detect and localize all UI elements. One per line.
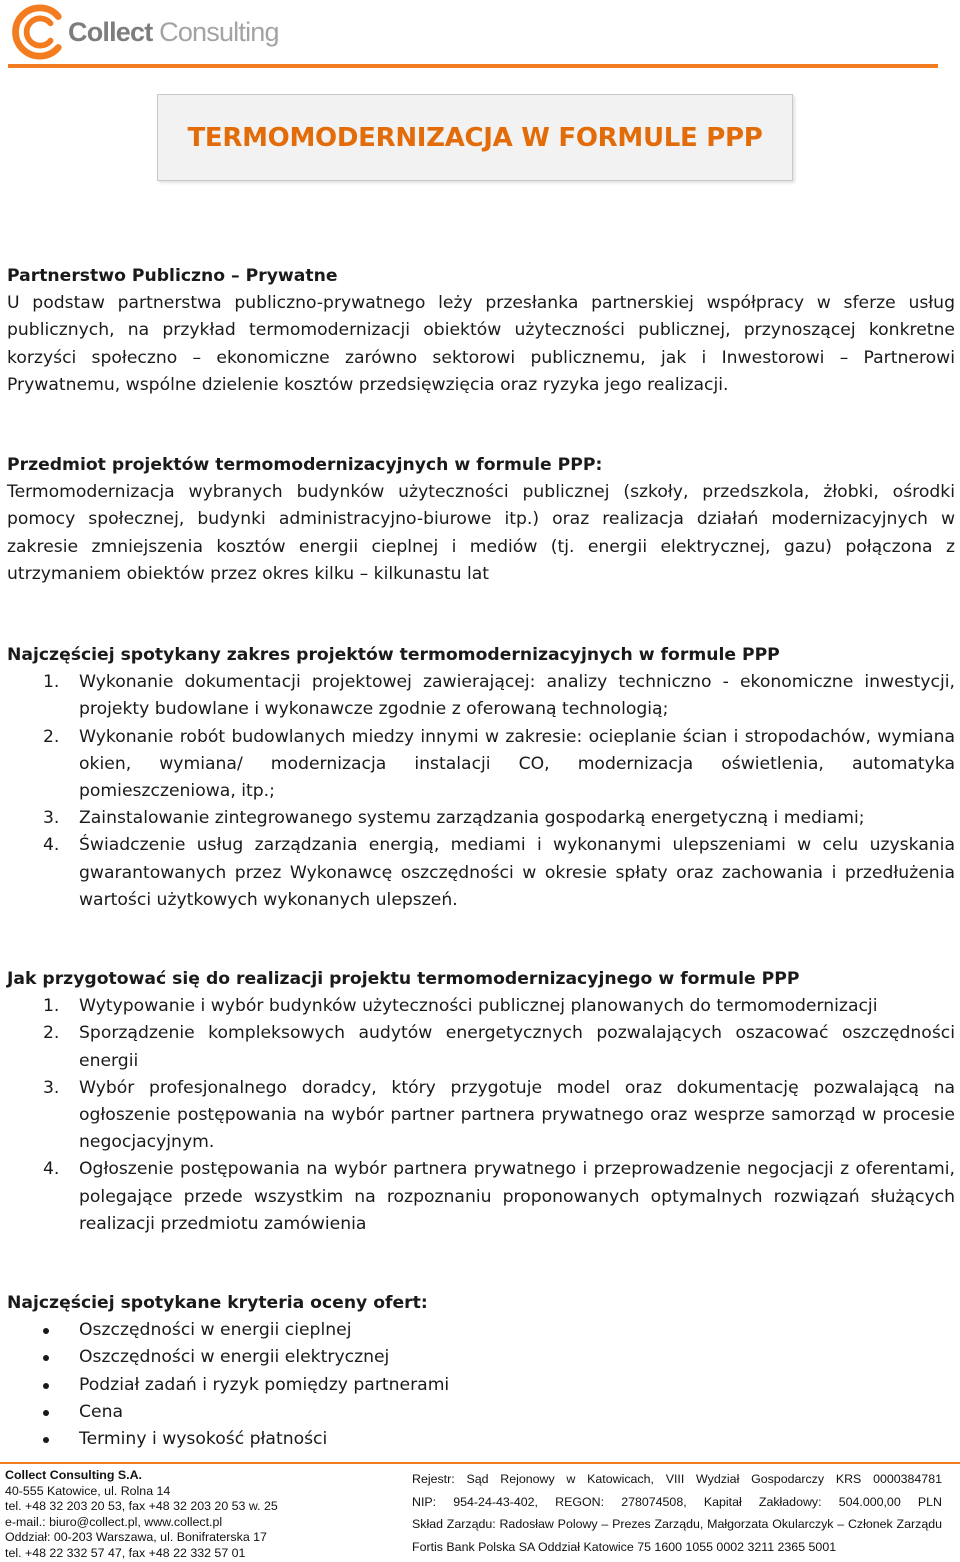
list-text: Wybór profesjonalnego doradcy, który przygotuje model oraz dokumentację pozwalającą na ogłoszenie postępowania na wybór partner partnera prywatnego oraz wesprze samorząd w procesie negocjacyjnym. xyxy=(79,1077,955,1153)
bullet-icon xyxy=(43,1328,49,1334)
footer-registry-court: Rejestr: Sąd Rejonowy w Katowicach, VIII Wydział Gospodarczy KRS 0000384781 xyxy=(412,1472,942,1486)
section-scope xyxy=(7,642,955,914)
list-number: 1. xyxy=(43,672,60,693)
list-item xyxy=(7,724,955,806)
section-criteria xyxy=(7,1290,955,1453)
header-divider xyxy=(8,64,938,68)
bullet-icon xyxy=(43,1355,49,1361)
footer-phone: tel. +48 32 203 20 53, fax +48 32 203 20 53 w. 25 xyxy=(5,1499,278,1514)
list-item xyxy=(7,1426,955,1453)
footer-board: Skład Zarządu: Radosław Polowy – Prezes Zarządu, Małgorzata Okularczyk – Członek Zarządu xyxy=(412,1517,942,1531)
numbered-list xyxy=(7,993,955,1238)
footer-registry-ids: NIP: 954-24-43-402, REGON: 278074508, Kapitał Zakładowy: 504.000,00 PLN xyxy=(412,1494,942,1509)
list-item xyxy=(7,993,955,1020)
bullet-list xyxy=(7,1317,955,1453)
list-item xyxy=(7,1317,955,1344)
list-text: Oszczędności w energii elektrycznej xyxy=(79,1347,390,1368)
section-heading: Jak przygotować się do realizacji projektu termomodernizacyjnego w formule PPP xyxy=(7,969,800,989)
footer-contact xyxy=(5,1468,278,1562)
list-item xyxy=(7,805,955,832)
list-number: 3. xyxy=(43,1077,60,1098)
section-heading: Najczęściej spotykany zakres projektów termomodernizacyjnych w formule PPP xyxy=(7,645,780,665)
list-item xyxy=(7,1075,955,1157)
logo-word-collect: Collect xyxy=(68,16,153,47)
page-title: TERMOMODERNIZACJA W FORMULE PPP xyxy=(187,122,763,153)
footer-divider xyxy=(0,1462,960,1464)
logo-word-consulting: Consulting xyxy=(159,16,279,47)
list-text: Zainstalowanie zintegrowanego systemu zarządzania gospodarką energetyczną i mediami; xyxy=(79,808,865,829)
list-text: Ogłoszenie postępowania na wybór partnera prywatnego i przeprowadzenie negocjacji z oferentami, polegające przede wszystkim na rozpoznaniu proponowanych optymalnych rozwiązań służących realizacji przedmiotu zamówienia xyxy=(79,1159,955,1234)
list-number: 4. xyxy=(43,1159,60,1180)
numbered-list xyxy=(7,669,955,914)
section-paragraph: Termomodernizacja wybranych budynków użyteczności publicznej (szkoły, przedszkola, żłobki, ośrodki pomocy społecznej, budynki administracyjno-biurowe itp.) oraz realizacja działań modernizacyjnych w zakresie zmniejszenia kosztów energii cieplnej i mediów (tj. energii elektrycznej, gazu) połączona z utrzymaniem obiektów przez okres kilku – kilkunastu lat xyxy=(7,482,955,584)
collect-consulting-c-logo-icon xyxy=(8,3,66,61)
list-text: Sporządzenie kompleksowych audytów energetycznych pozwalających oszacować oszczędności energii xyxy=(79,1023,955,1071)
footer-registry xyxy=(412,1468,942,1558)
section-paragraph: U podstaw partnerstwa publiczno-prywatnego leży przesłanka partnerskiej współpracy w sferze usług publicznych, na przykład termomodernizacji obiektów użyteczności publicznej, przynoszącej konkretne korzyści społeczno – ekonomiczne zarówno sektorowi publicznemu, jak i Inwestorowi – Partnerowi Prywatnemu, wspólne dzielenie kosztów przedsięwzięcia oraz ryzyka jego realizacji. xyxy=(7,293,955,395)
list-item xyxy=(7,1020,955,1074)
list-number: 3. xyxy=(43,808,60,829)
list-text: Terminy i wysokość płatności xyxy=(79,1429,328,1450)
section-heading: Najczęściej spotykane kryteria oceny ofert: xyxy=(7,1293,428,1313)
footer-email: e-mail.: biuro@collect.pl, www.collect.pl xyxy=(5,1514,223,1529)
section-heading: Przedmiot projektów termomodernizacyjnych w formule PPP: xyxy=(7,455,603,475)
section-heading: Partnerstwo Publiczno – Prywatne xyxy=(7,266,338,286)
bullet-icon xyxy=(43,1410,49,1416)
company-logo xyxy=(8,2,279,62)
list-item xyxy=(7,1344,955,1371)
list-text: Cena xyxy=(79,1401,124,1422)
list-text: Wykonanie dokumentacji projektowej zawierającej: analizy techniczno - ekonomiczne inwestycji, projekty budowlane i wykonawcze zgodnie z oferowaną technologią; xyxy=(79,672,955,720)
footer-branch-address: Oddział: 00-203 Warszawa, ul. Bonifraterska 17 xyxy=(5,1530,267,1545)
list-text: Podział zadań i ryzyk pomiędzy partnerami xyxy=(79,1374,450,1395)
section-subject xyxy=(7,452,955,588)
logo-wordmark xyxy=(68,17,279,48)
footer-bank: Fortis Bank Polska SA Oddział Katowice 75 1600 1055 0002 3211 2365 5001 xyxy=(412,1539,837,1554)
footer-company-name: Collect Consulting S.A. xyxy=(5,1468,142,1482)
list-number: 1. xyxy=(43,996,60,1017)
list-text: Wykonanie robót budowlanych miedzy innymi w zakresie: ocieplanie ścian i stropodachów, wymiana okien, wymiana/ modernizacja instalacji CO, modernizacja oświetlenia, automatyka pomieszczeniowa, itp.; xyxy=(79,726,955,802)
list-item xyxy=(7,669,955,723)
list-text: Świadczenie usług zarządzania energią, mediami i wykonanymi ulepszeniami w celu uzyskania gwarantowanych przez Wykonawcę oszczędności w okresie spłaty oraz zachowania i przedłużenia wartości użytkowych wykonanych ulepszeń. xyxy=(79,835,955,910)
list-number: 2. xyxy=(43,1023,60,1044)
section-prepare xyxy=(7,966,955,1238)
footer-branch-phone: tel. +48 22 332 57 47, fax +48 22 332 57 01 xyxy=(5,1545,246,1560)
list-item xyxy=(7,1399,955,1426)
list-item xyxy=(7,1372,955,1399)
bullet-icon xyxy=(43,1437,49,1443)
section-ppp xyxy=(7,263,955,399)
bullet-icon xyxy=(43,1383,49,1389)
list-item xyxy=(7,1156,955,1238)
list-item xyxy=(7,832,955,914)
list-text: Wytypowanie i wybór budynków użyteczności publicznej planowanych do termomodernizacji xyxy=(79,996,878,1017)
list-number: 4. xyxy=(43,835,60,856)
list-number: 2. xyxy=(43,726,60,747)
footer-address: 40-555 Katowice, ul. Rolna 14 xyxy=(5,1483,171,1498)
list-text: Oszczędności w energii cieplnej xyxy=(79,1320,352,1341)
title-box xyxy=(157,94,793,181)
